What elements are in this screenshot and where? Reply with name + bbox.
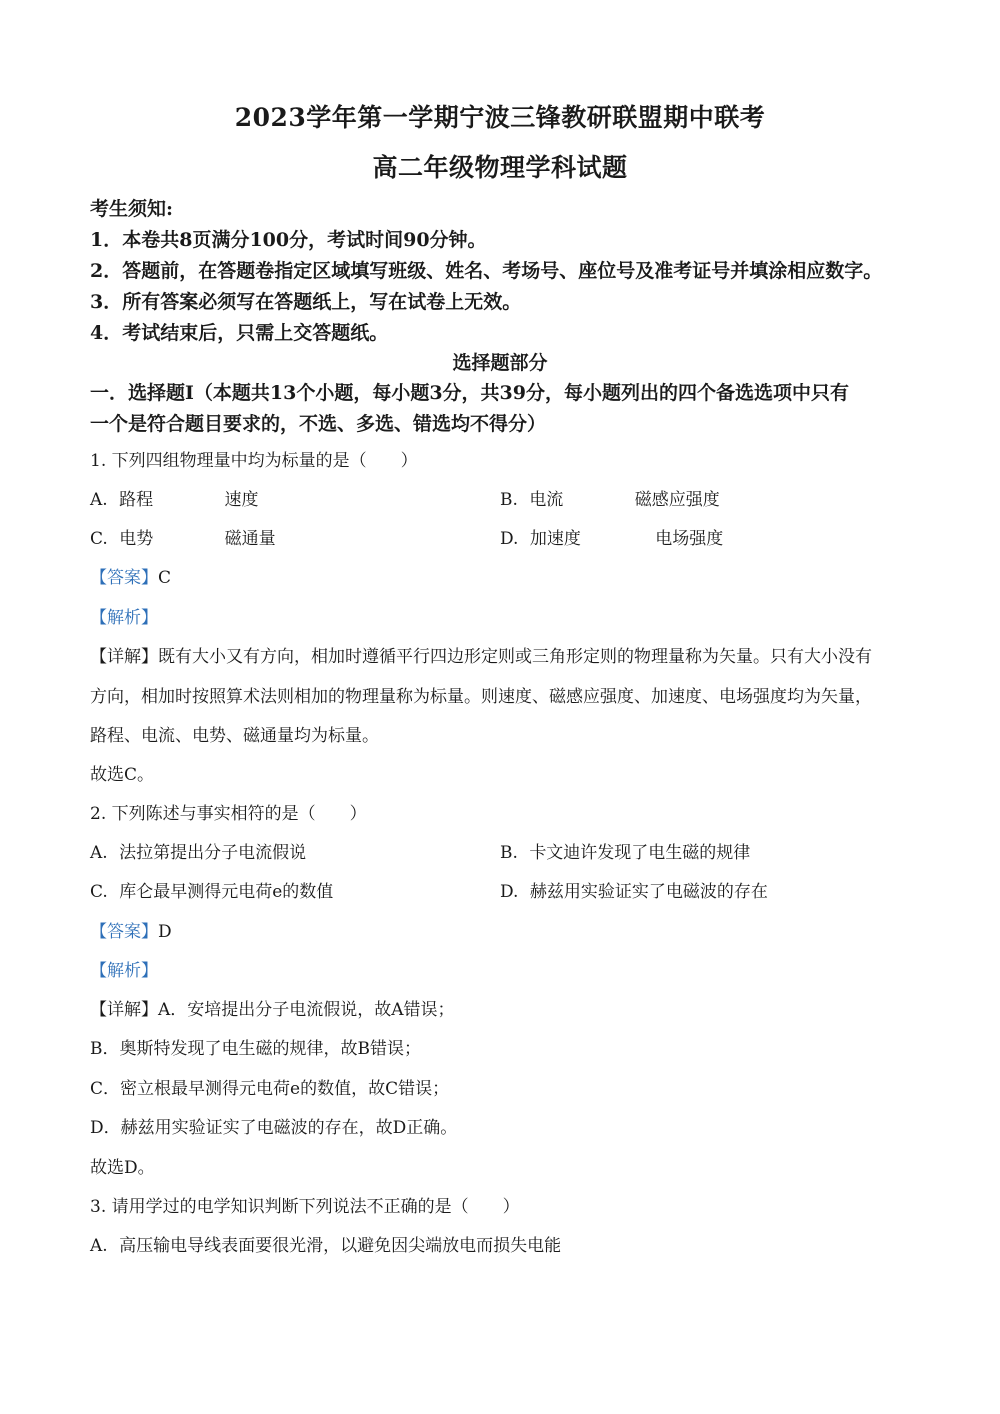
q2-detail-line: D．赫兹用实验证实了电磁波的存在，故D正确。 [90, 1118, 458, 1138]
option-text: 高压输电导线表面要很光滑，以避免因尖端放电而损失电能 [119, 1236, 562, 1256]
option-letter: C. [90, 529, 108, 549]
q2-answer [90, 917, 172, 942]
notice-item: 1．本卷共8页满分100分，考试时间90分钟。 [90, 229, 487, 251]
exam-subtitle: 高二年级物理学科试题 [372, 153, 628, 182]
question-1-stem: 1. 下列四组物理量中均为标量的是（ ） [90, 451, 418, 471]
part-heading: 选择题部分 [452, 352, 548, 374]
option-text: 加速度 [529, 529, 581, 549]
notice-item: 2．答题前，在答题卷指定区域填写班级、姓名、考场号、座位号及准考证号并填涂相应数字。 [90, 260, 883, 282]
notice-item: 3．所有答案必须写在答题纸上，写在试卷上无效。 [90, 291, 522, 313]
section-instructions: 一．选择题Ⅰ（本题共13个小题，每小题3分，共39分，每小题列出的四个备选选项中只有 [90, 382, 849, 404]
q1-detail-line: 路程、电流、电势、磁通量均为标量。 [90, 726, 379, 746]
option-text: 磁感应强度 [634, 490, 720, 510]
option-letter: A. [90, 1236, 108, 1256]
q1-analysis-tag: 【解析】 [90, 608, 158, 628]
notice-heading: 考生须知: [90, 198, 174, 220]
question-3-stem: 3. 请用学过的电学知识判断下列说法不正确的是（ ） [90, 1197, 520, 1217]
q2-detail-line: B．奥斯特发现了电生磁的规律，故B错误； [90, 1039, 421, 1059]
q2-option-b [500, 838, 750, 863]
q2-conclusion: 故选D。 [90, 1158, 155, 1178]
option-text: 法拉第提出分子电流假说 [119, 843, 307, 863]
option-letter: A. [90, 843, 108, 863]
exam-title: 2023学年第一学期宁波三锋教研联盟期中联考 [234, 103, 766, 132]
answer-value: C [158, 568, 172, 588]
option-text: 卡文迪许发现了电生磁的规律 [529, 843, 751, 863]
q2-option-a [90, 838, 306, 863]
option-letter: D. [500, 529, 519, 549]
option-letter: B. [500, 843, 518, 863]
q1-option-d [500, 524, 723, 549]
q2-option-d [500, 877, 768, 902]
option-letter: A. [90, 490, 108, 510]
q1-detail-line: 方向，相加时按照算术法则相加的物理量称为标量。则速度、磁感应强度、加速度、电场强度均为矢量， [90, 687, 872, 707]
option-text: 路程 [119, 490, 154, 510]
q1-answer [90, 563, 171, 588]
q2-analysis-tag: 【解析】 [90, 961, 158, 981]
option-letter: B. [500, 490, 518, 510]
option-text: 库仑最早测得元电荷e的数值 [119, 882, 334, 902]
q2-detail-line: C．密立根最早测得元电荷e的数值，故C错误； [90, 1079, 450, 1099]
option-letter: C. [90, 882, 108, 902]
q2-option-c [90, 877, 333, 902]
q1-option-c [90, 524, 276, 549]
option-text: 电场强度 [655, 529, 724, 549]
option-text: 磁通量 [224, 529, 276, 549]
section-instructions: 一个是符合题目要求的，不选、多选、错选均不得分） [90, 413, 547, 435]
q2-detail-line: 【详解】A．安培提出分子电流假说，故A错误； [90, 1000, 455, 1020]
option-text: 速度 [224, 490, 259, 510]
q1-option-b [500, 485, 720, 510]
notice-item: 4．考试结束后，只需上交答题纸。 [90, 322, 389, 344]
answer-tag: 【答案】 [90, 568, 158, 588]
option-text: 赫兹用实验证实了电磁波的存在 [529, 882, 768, 902]
option-letter: D. [500, 882, 519, 902]
q3-option-a [90, 1231, 561, 1256]
q1-detail-line: 【详解】既有大小又有方向，相加时遵循平行四边形定则或三角形定则的物理量称为矢量。只有大小没有 [90, 647, 872, 667]
q1-option-a [90, 485, 259, 510]
question-2-stem: 2. 下列陈述与事实相符的是（ ） [90, 804, 367, 824]
q1-conclusion: 故选C。 [90, 765, 155, 785]
answer-tag: 【答案】 [90, 922, 158, 942]
option-text: 电流 [529, 490, 564, 510]
answer-value: D [158, 922, 172, 942]
option-text: 电势 [119, 529, 154, 549]
